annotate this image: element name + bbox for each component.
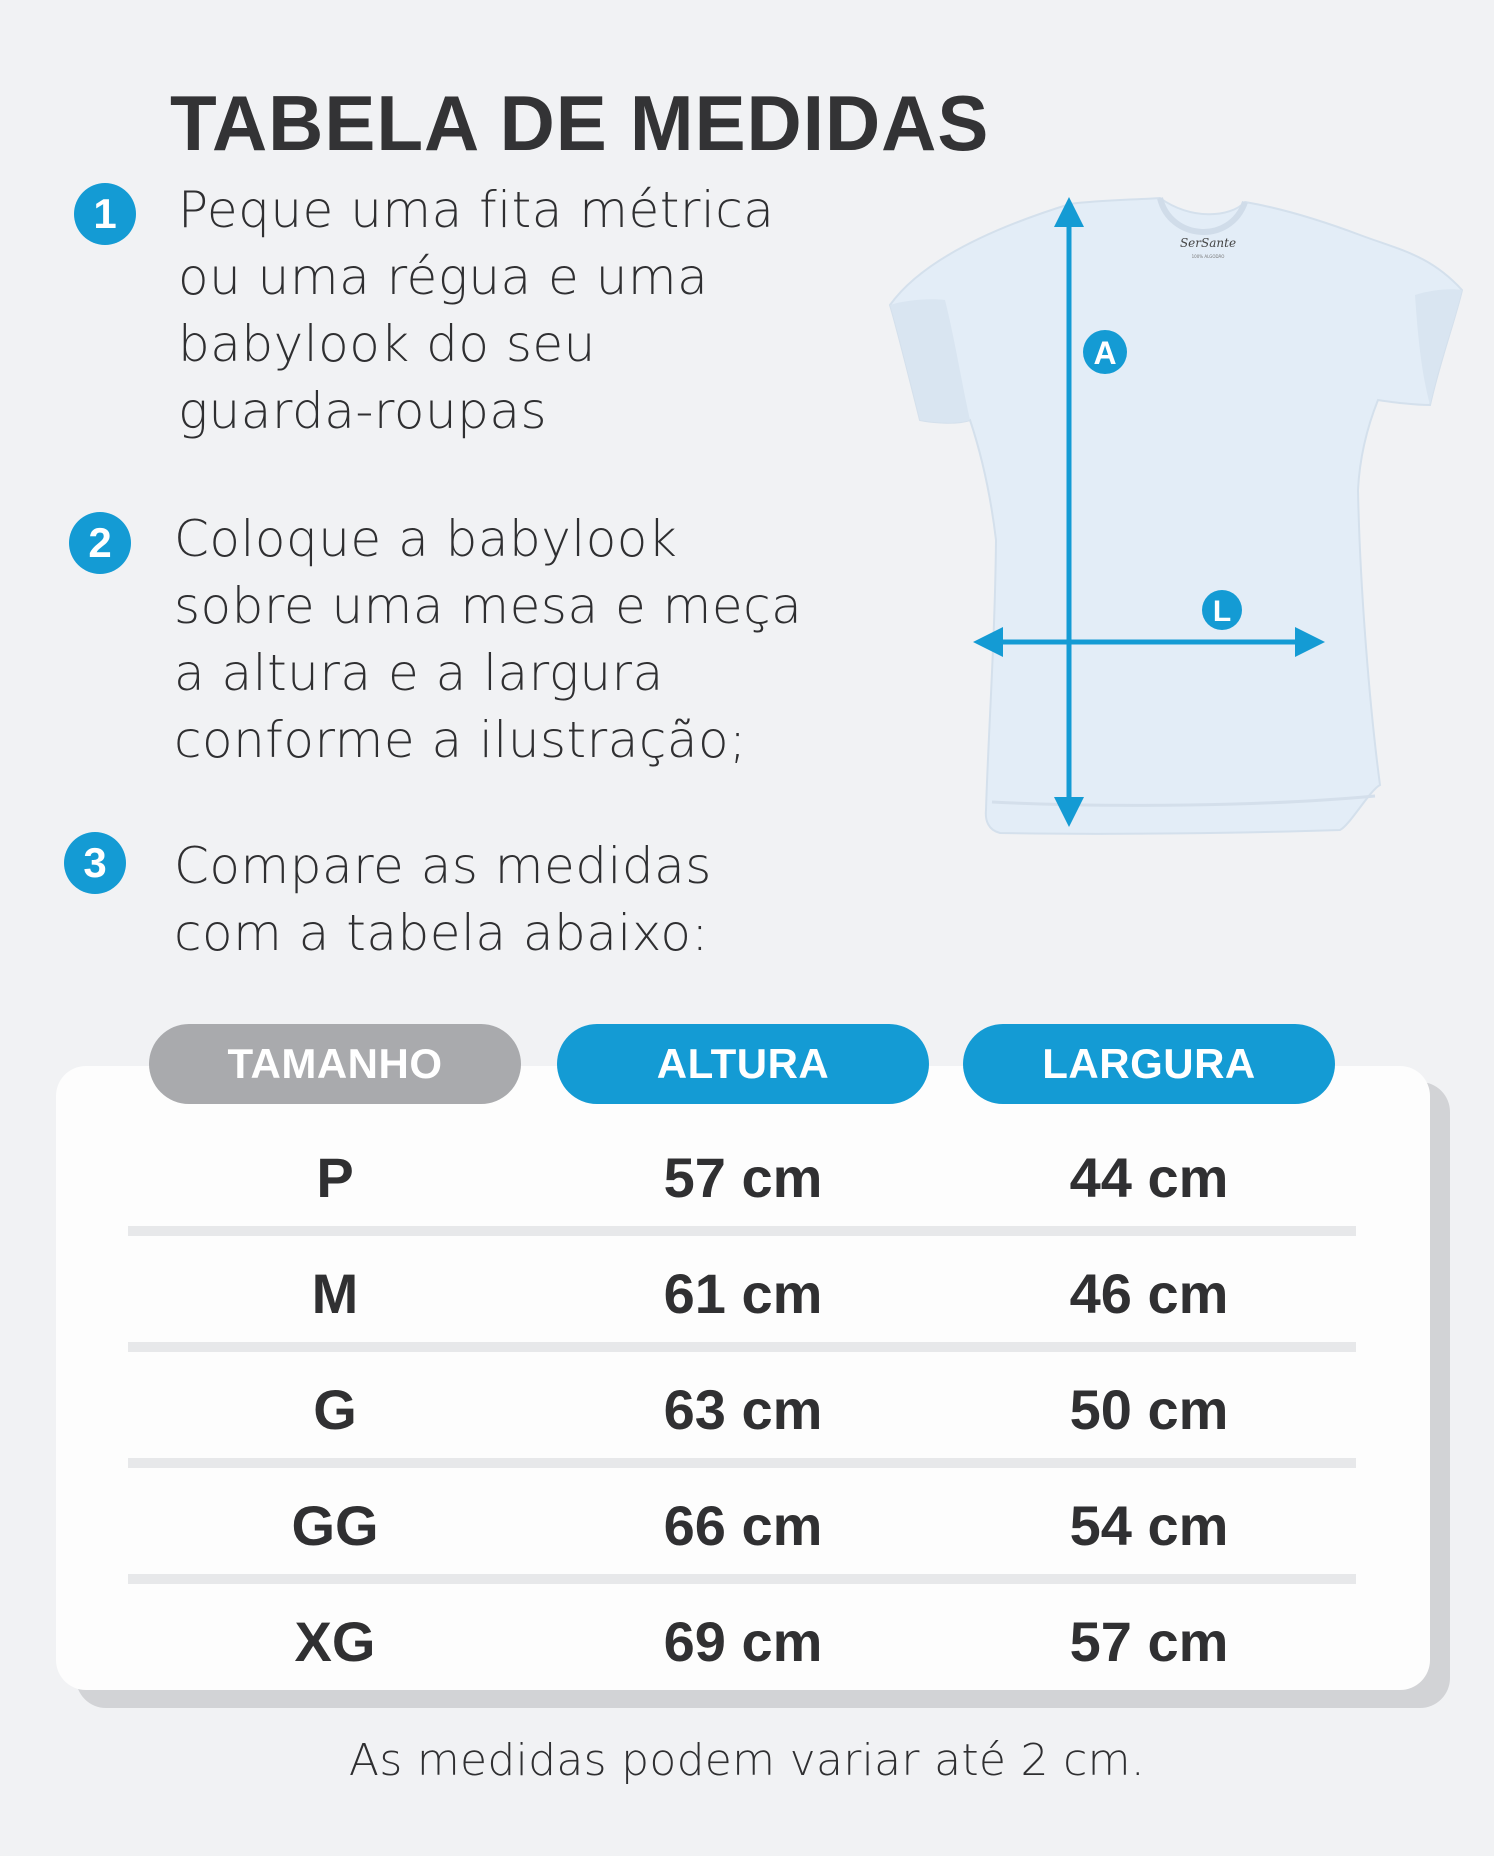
table-row [128,1584,1356,1690]
step-3-line-2: com a tabela abaixo: [174,904,709,962]
table-row [128,1468,1356,1574]
cell-size: G [313,1378,357,1441]
svg-text:100% ALGODÃO: 100% ALGODÃO [1191,254,1225,259]
cell-largura: 46 cm [1069,1262,1229,1325]
step-number-badge-3: 3 [64,832,126,894]
step-2-line-2: sobre uma mesa e meça [174,577,803,635]
size-table-body [128,1120,1356,1690]
table-row [128,1120,1356,1226]
cell-largura: 44 cm [1069,1146,1229,1209]
cell-size: XG [294,1610,376,1673]
cell-altura: 66 cm [663,1494,823,1557]
cell-size: GG [291,1494,379,1557]
column-header-tamanho: TAMANHO [149,1024,521,1104]
column-header-altura: ALTURA [557,1024,929,1104]
step-number-badge-1: 1 [74,183,136,245]
cell-largura: 57 cm [1069,1610,1229,1673]
cell-largura: 54 cm [1069,1494,1229,1557]
tshirt-shape [890,198,1462,834]
step-1-text [178,177,774,445]
width-label-l: L [1212,595,1232,628]
table-row [128,1352,1356,1458]
table-row [128,1236,1356,1342]
height-label-a: A [1093,335,1117,371]
step-1-line-2: ou uma régua e uma [178,248,709,306]
step-2-line-3: a altura e a largura [174,644,664,702]
tshirt-illustration [870,190,1470,840]
cell-size: P [316,1146,354,1209]
step-number-badge-2: 2 [69,512,131,574]
column-header-largura: LARGURA [963,1024,1335,1104]
step-2-line-1: Coloque a babylook [174,510,678,568]
step-3-text [174,833,712,967]
cell-largura: 50 cm [1069,1378,1229,1441]
step-1-line-1: Peque uma fita métrica [178,181,775,239]
step-1-line-3: babylook do seu [178,315,596,373]
cell-altura: 69 cm [663,1610,823,1673]
cell-altura: 57 cm [663,1146,823,1209]
step-3-line-1: Compare as medidas [174,837,712,895]
cell-altura: 61 cm [663,1262,823,1325]
brand-tag: SerSante [1179,236,1237,250]
footer-note: As medidas podem variar até 2 cm. [348,1735,1146,1786]
cell-size: M [311,1262,359,1325]
cell-altura: 63 cm [663,1378,823,1441]
step-2-text [174,506,802,774]
step-2-line-4: conforme a ilustração; [174,711,747,769]
page-title: TABELA DE MEDIDAS [170,79,990,167]
step-1-line-4: guarda-roupas [178,382,548,440]
